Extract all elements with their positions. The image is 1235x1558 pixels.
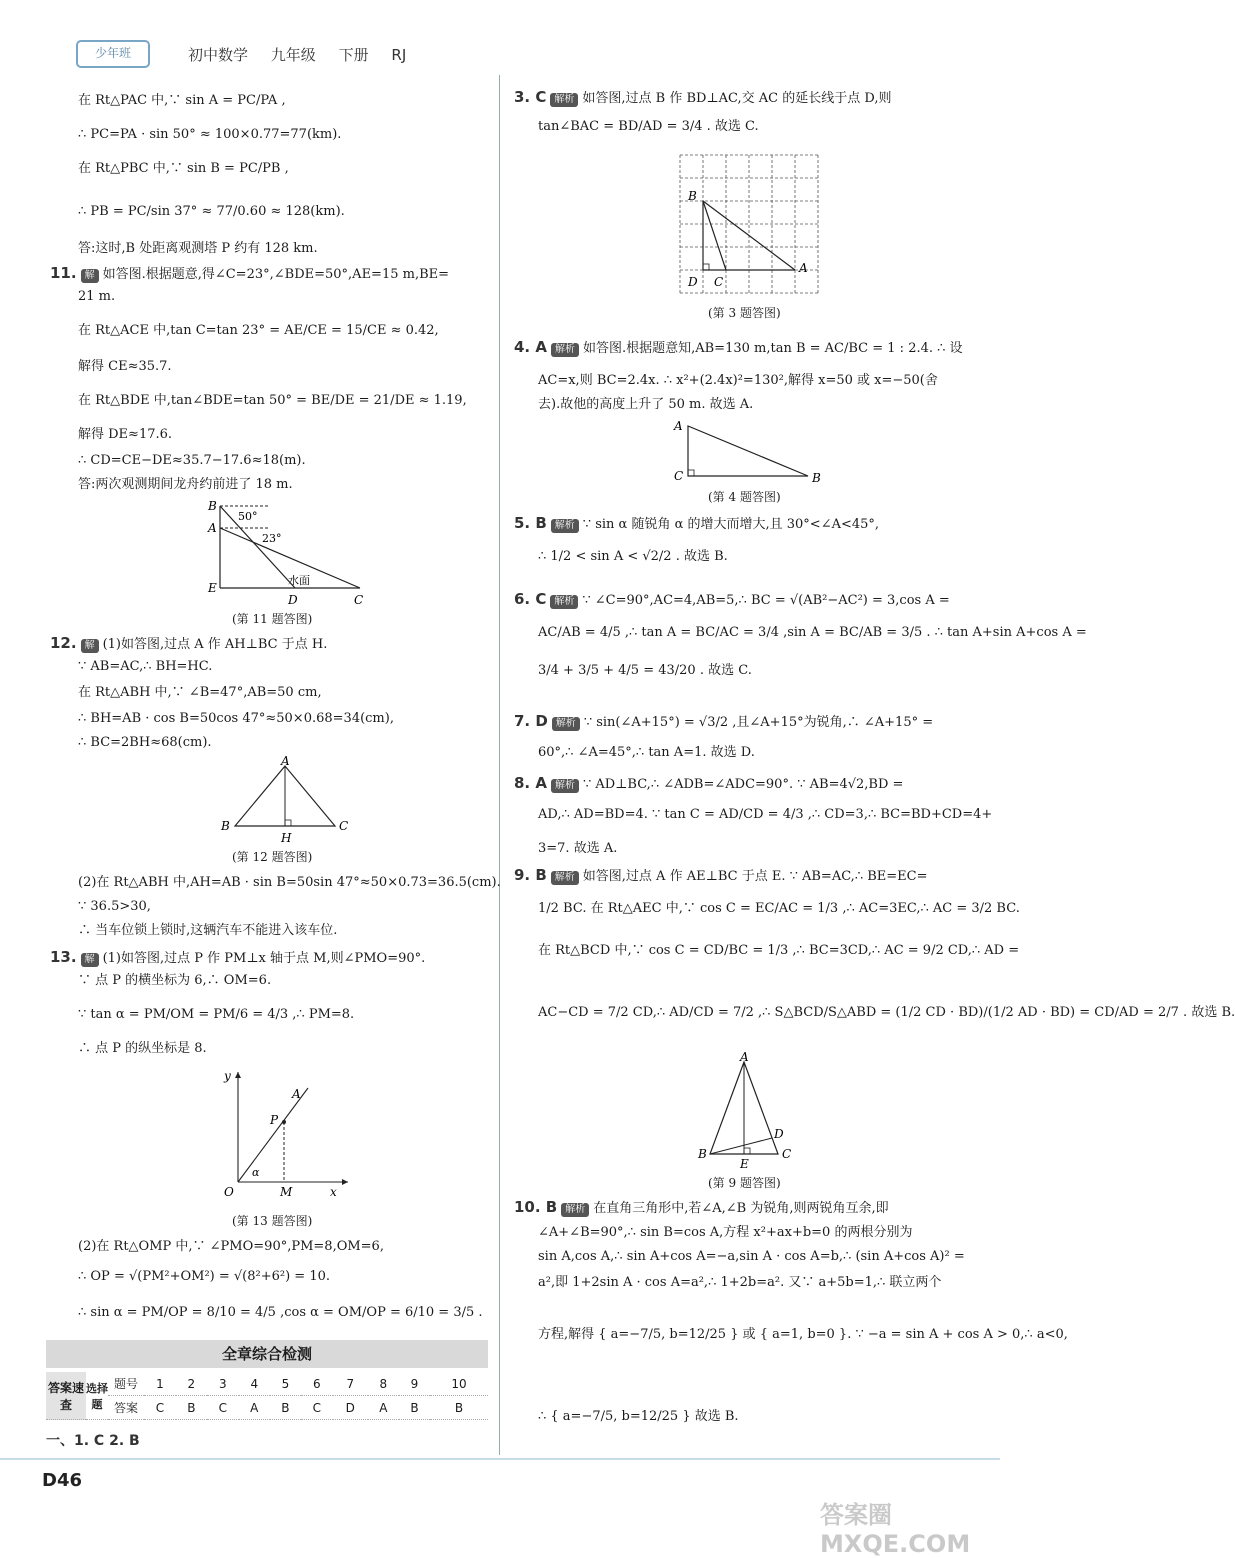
question-9 [514, 866, 928, 886]
label-c: C [354, 593, 364, 607]
solution-tag: 解 [81, 269, 99, 283]
question-number: 13. [50, 948, 77, 966]
label-d: D [688, 275, 698, 289]
axis-y-label: y [224, 1069, 231, 1083]
analysis-tag: 解析 [551, 343, 579, 357]
table-cell: B [430, 1396, 488, 1420]
label-b: B [208, 499, 217, 513]
text-line: 如答图.根据题意知,AB=130 m,tan B = AC/BC = 1 : 2.4. ∴ 设 [582, 341, 963, 356]
table-cell: B [399, 1396, 430, 1420]
header-edition: RJ [391, 46, 407, 64]
question-11 [50, 264, 449, 284]
column-divider [499, 75, 500, 1455]
text-line: ∴ PB = PC/sin 37° ≈ 77/0.60 ≈ 128(km). [78, 204, 345, 219]
text-line: ∴ { a=−7/5, b=12/25 } 故选 B. [538, 1409, 739, 1424]
text-line: 答:两次观测期间龙舟约前进了 18 m. [78, 477, 293, 492]
text-line: ∵ sin α 随锐角 α 的增大而增大,且 30°<∠A<45°, [582, 517, 880, 532]
bottom-answers: 一、1. C 2. B [46, 1433, 140, 1449]
text-line: 在 Rt△BDE 中,tan∠BDE=tan 50° = BE/DE = 21/DE ≈ 1.19, [78, 393, 467, 408]
figure-3-diagram [670, 150, 830, 300]
table-cell: C [207, 1396, 239, 1420]
label-m: M [280, 1185, 293, 1199]
text-line: sin A,cos A,∴ sin A+cos A=−a,sin A · cos A=b,∴ (sin A+cos A)² = [538, 1249, 965, 1264]
footer-bar [0, 1458, 1000, 1460]
text-line: ∵ sin(∠A+15°) = √3/2 ,且∠A+15°为锐角,∴ ∠A+15° = [583, 715, 934, 730]
label-b: B [698, 1147, 707, 1161]
label-h: H [281, 831, 292, 845]
table-cell: A [239, 1396, 270, 1420]
figure-3-caption: (第 3 题答图) [708, 306, 781, 320]
figure-4-diagram [668, 418, 838, 488]
text-line: 如答图.根据题意,得∠C=23°,∠BDE=50°,AE=15 m,BE= [102, 267, 450, 282]
question-number: 11. [50, 264, 77, 282]
figure-13-diagram [218, 1064, 358, 1204]
text-line: ∵ ∠C=90°,AC=4,AB=5,∴ BC = √(AB²−AC²) = 3,cos A = [582, 593, 950, 608]
text-line: 去).故他的高度上升了 50 m. 故选 A. [538, 397, 754, 412]
table-cell: 6 [301, 1372, 333, 1396]
text-line: ∴ BH=AB · cos B=50cos 47°≈50×0.68=34(cm), [78, 711, 394, 726]
analysis-tag: 解析 [551, 519, 579, 533]
row-label: 题号 [108, 1372, 144, 1396]
label-b: B [688, 189, 697, 203]
text-line: ∴ BC=2BH≈68(cm). [78, 735, 212, 750]
text-line: 3/4 + 3/5 + 4/5 = 43/20 . 故选 C. [538, 663, 752, 678]
angle-alpha: α [252, 1166, 260, 1179]
label-o: O [224, 1185, 234, 1199]
figure-12-caption: (第 12 题答图) [232, 850, 313, 864]
solution-tag: 解 [81, 953, 99, 967]
answer-table [46, 1372, 488, 1420]
label-e: E [740, 1157, 749, 1171]
text-line: 在直角三角形中,若∠A,∠B 为锐角,则两锐角互余,即 [593, 1201, 889, 1216]
question-number: 3. C [514, 88, 547, 106]
question-number: 6. C [514, 590, 547, 608]
text-line: ∵ AB=AC,∴ BH=HC. [78, 659, 213, 674]
question-number: 5. B [514, 514, 547, 532]
table-cell: B [176, 1396, 207, 1420]
analysis-tag: 解析 [551, 779, 579, 793]
analysis-tag: 解析 [552, 717, 580, 731]
table-cell: 2 [176, 1372, 207, 1396]
question-number: 8. A [514, 774, 547, 792]
figure-9-diagram [694, 1052, 804, 1170]
question-10 [514, 1198, 889, 1218]
text-line: (2)在 Rt△ABH 中,AH=AB · sin B=50sin 47°≈50×0.73=36.5(cm). [78, 875, 501, 890]
text-line: 方程,解得 { a=−7/5, b=12/25 } 或 { a=1, b=0 }. ∵ −a = sin A + cos A > 0,∴ a<0, [538, 1327, 1068, 1342]
figure-13 [218, 1064, 358, 1204]
label-a: A [208, 521, 217, 535]
row-label: 答案 [108, 1396, 144, 1420]
text-line: 答:这时,B 处距离观测塔 P 约有 128 km. [78, 241, 318, 256]
table-cell: 8 [368, 1372, 399, 1396]
label-c: C [782, 1147, 792, 1161]
table-cell: 7 [333, 1372, 368, 1396]
table-cell: B [270, 1396, 301, 1420]
page-number: D46 [42, 1470, 82, 1491]
label-p: P [270, 1113, 279, 1127]
label-c: C [714, 275, 724, 289]
angle-label: 50° [238, 510, 258, 523]
text-line: 在 Rt△PBC 中,∵ sin B = PC/PB , [78, 161, 289, 176]
table-cell: C [144, 1396, 176, 1420]
question-12 [50, 634, 327, 654]
text-line: a²,即 1+2sin A · cos A=a²,∴ 1+2b=a². 又∵ a+5b=1,∴ 联立两个 [538, 1275, 942, 1290]
table-cell: 9 [399, 1372, 430, 1396]
text-line: 在 Rt△BCD 中,∵ cos C = CD/BC = 1/3 ,∴ BC=3CD,∴ AC = 9/2 CD,∴ AD = [538, 943, 1020, 958]
text-line: 如答图,过点 A 作 AE⊥BC 于点 E. ∵ AB=AC,∴ BE=EC= [582, 869, 928, 884]
text-line: (1)如答图,过点 A 作 AH⊥BC 于点 H. [102, 637, 328, 652]
text-line: 在 Rt△ACE 中,tan C=tan 23° = AE/CE = 15/CE ≈ 0.42, [78, 323, 439, 338]
text-line: AD,∴ AD=BD=4. ∵ tan C = AD/CD = 4/3 ,∴ CD=3,∴ BC=BD+CD=4+ [538, 807, 993, 822]
question-number: 9. B [514, 866, 547, 884]
text-line: AC−CD = 7/2 CD,∴ AD/CD = 7/2 ,∴ S△BCD/S△ABD = (1/2 CD · BD)/(1/2 AD · BD) = CD/AD = 2/7 . 故选 B. [538, 1005, 1235, 1020]
table-cell: C [301, 1396, 333, 1420]
watermark: 答案圈 MXQE.COM [820, 1501, 971, 1558]
table-cell: 4 [239, 1372, 270, 1396]
text-line: ∵ 36.5>30, [78, 899, 151, 914]
angle-label: 23° [262, 532, 282, 545]
label-a: A [292, 1087, 301, 1101]
label-a: A [799, 261, 808, 275]
text-line: ∴ 当车位锁上锁时,这辆汽车不能进入该车位. [78, 923, 338, 938]
question-6 [514, 590, 950, 610]
header-grade: 九年级 [270, 46, 316, 64]
analysis-tag: 解析 [551, 871, 579, 885]
text-line: 解得 CE≈35.7. [78, 359, 172, 374]
text-line: ∵ AD⊥BC,∴ ∠ADB=∠ADC=90°. ∵ AB=4√2,BD = [582, 777, 904, 792]
answer-box-label: 答案速查 [46, 1372, 86, 1420]
text-line: ∠A+∠B=90°,∴ sin B=cos A,方程 x²+ax+b=0 的两根分别为 [538, 1225, 913, 1240]
text-line: ∴ 1/2 < sin A < √2/2 . 故选 B. [538, 549, 728, 564]
text-line: ∴ PC=PA · sin 50° ≈ 100×0.77=77(km). [78, 127, 342, 142]
text-line: 21 m. [78, 289, 116, 304]
figure-11 [200, 498, 380, 608]
question-number: 10. B [514, 1198, 558, 1216]
question-number: 4. A [514, 338, 547, 356]
solution-tag: 解 [81, 639, 99, 653]
text-line: tan∠BAC = BD/AD = 3/4 . 故选 C. [538, 119, 759, 134]
text-line: 1/2 BC. 在 Rt△AEC 中,∵ cos C = EC/AC = 1/3 ,∴ AC=3EC,∴ AC = 3/2 BC. [538, 901, 1020, 916]
text-line: (1)如答图,过点 P 作 PM⊥x 轴于点 M,则∠PMO=90°. [102, 951, 426, 966]
question-4 [514, 338, 963, 358]
label-a: A [281, 754, 290, 768]
text-line: 60°,∴ ∠A=45°,∴ tan A=1. 故选 D. [538, 745, 755, 760]
text-line: ∵ tan α = PM/OM = PM/6 = 4/3 ,∴ PM=8. [78, 1007, 355, 1022]
question-13 [50, 948, 425, 968]
water-label: 水面 [288, 574, 310, 587]
text-line: 在 Rt△ABH 中,∵ ∠B=47°,AB=50 cm, [78, 685, 322, 700]
header-volume: 下册 [338, 46, 369, 64]
text-line: (2)在 Rt△OMP 中,∵ ∠PMO=90°,PM=8,OM=6, [78, 1239, 384, 1254]
label-d: D [288, 593, 298, 607]
figure-9-caption: (第 9 题答图) [708, 1176, 781, 1190]
figure-9 [694, 1052, 804, 1170]
text-line: ∴ 点 P 的纵坐标是 8. [78, 1041, 207, 1056]
table-cell: D [333, 1396, 368, 1420]
header-subject: 初中数学 [188, 46, 249, 64]
figure-11-caption: (第 11 题答图) [232, 612, 313, 626]
figure-13-caption: (第 13 题答图) [232, 1214, 313, 1228]
label-b: B [812, 471, 821, 485]
page-header [188, 44, 424, 65]
question-number: 7. D [514, 712, 548, 730]
text-line: 3=7. 故选 A. [538, 841, 618, 856]
text-line: AC=x,则 BC=2.4x. ∴ x²+(2.4x)²=130²,解得 x=50 或 x=−50(舍 [538, 373, 938, 388]
label-c: C [339, 819, 349, 833]
text-line: 如答图,过点 B 作 BD⊥AC,交 AC 的延长线于点 D,则 [582, 91, 892, 106]
figure-3 [670, 150, 830, 300]
figure-11-diagram [200, 498, 380, 608]
label-c: C [674, 469, 684, 483]
label-b: B [221, 819, 230, 833]
question-type-label: 选择题 [86, 1372, 108, 1420]
text-line: ∴ sin α = PM/OP = 8/10 = 4/5 ,cos α = OM/OP = 6/10 = 3/5 . [78, 1305, 483, 1320]
text-line: ∴ CD=CE−DE≈35.7−17.6≈18(m). [78, 453, 306, 468]
table-cell: 1 [144, 1372, 176, 1396]
axis-x-label: x [330, 1185, 337, 1199]
label-a: A [740, 1050, 749, 1064]
figure-4 [668, 418, 838, 488]
question-3 [514, 88, 892, 108]
text-line: 在 Rt△PAC 中,∵ sin A = PC/PA , [78, 93, 286, 108]
brand-logo: 少年班 [76, 40, 150, 68]
label-d: D [774, 1127, 784, 1141]
question-5 [514, 514, 879, 534]
table-cell: 10 [430, 1372, 488, 1396]
figure-12 [215, 756, 355, 846]
analysis-tag: 解析 [550, 93, 578, 107]
table-cell: 5 [270, 1372, 301, 1396]
text-line: 解得 DE≈17.6. [78, 427, 173, 442]
question-8 [514, 774, 903, 794]
table-cell: A [368, 1396, 399, 1420]
label-e: E [208, 581, 217, 595]
question-number: 12. [50, 634, 77, 652]
text-line: ∵ 点 P 的横坐标为 6,∴ OM=6. [78, 973, 272, 988]
label-a: A [674, 419, 683, 433]
analysis-tag: 解析 [550, 595, 578, 609]
analysis-tag: 解析 [561, 1203, 589, 1217]
figure-12-diagram [215, 756, 355, 846]
figure-4-caption: (第 4 题答图) [708, 490, 781, 504]
section-title: 全章综合检测 [46, 1340, 488, 1368]
question-7 [514, 712, 933, 732]
table-cell: 3 [207, 1372, 239, 1396]
text-line: AC/AB = 4/5 ,∴ tan A = BC/AC = 3/4 ,sin A = BC/AB = 3/5 . ∴ tan A+sin A+cos A = [538, 625, 1087, 640]
text-line: ∴ OP = √(PM²+OM²) = √(8²+6²) = 10. [78, 1269, 331, 1284]
